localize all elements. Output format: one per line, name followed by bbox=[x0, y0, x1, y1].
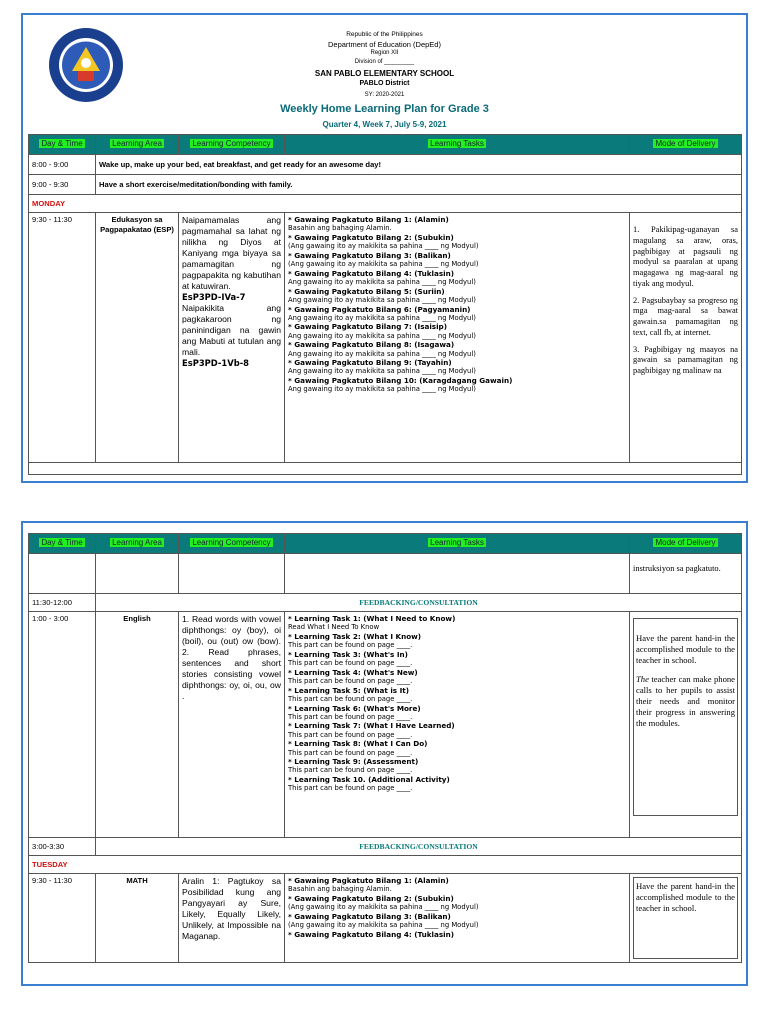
table-row bbox=[29, 554, 742, 594]
table-row bbox=[29, 856, 742, 874]
competency-code: EsP3PD-1Vb-8 bbox=[182, 357, 250, 368]
task-note: This part can be found on page ____. bbox=[288, 694, 413, 703]
school-name: SAN PABLO ELEMENTARY SCHOOL bbox=[314, 69, 455, 78]
task-title: * Gawaing Pagkatuto Bilang 2: (Subukin) bbox=[288, 893, 454, 903]
task-note: Basahin ang bahaging Alamin. bbox=[288, 885, 392, 894]
task-title: * Learning Task 4: (What's New) bbox=[288, 667, 418, 677]
school-year: SY: 2020-2021 bbox=[364, 92, 405, 98]
task-title: * Learning Task 2: (What I Know) bbox=[288, 631, 422, 641]
task-note: Read What I Need To Know bbox=[288, 623, 380, 632]
task-title: * Gawaing Pagkatuto Bilang 10: (Karagdagang Gawain) bbox=[288, 376, 513, 386]
task-note: This part can be found on page ____. bbox=[288, 766, 413, 775]
delivery-text: 3. Pagbibigay ng maayos na gawain sa pamamagitan ng pagbibigay ng malinaw na bbox=[633, 344, 738, 375]
task-note: Ang gawaing ito ay makikita sa pahina ____ ng Modyul) bbox=[288, 295, 476, 304]
column-header: Learning Tasks bbox=[430, 139, 484, 149]
table-row bbox=[29, 838, 742, 856]
region-line: Region XII bbox=[370, 50, 399, 56]
delivery-text: Have the parent hand-in the accomplished module to the teacher in school. bbox=[636, 633, 735, 665]
delivery-text: 1. Pakikipag-uganayan sa magulang sa araw, oras, pagbibigay at pagsauli ng modyul sa paaralan at upang magagawa ng mag-aaral ng tiyak ang modyul. bbox=[633, 225, 738, 288]
task-title: * Learning Task 6: (What's More) bbox=[288, 703, 421, 713]
delivery-box bbox=[633, 877, 738, 959]
feedback-label: FEEDBACKING/CONSULTATION bbox=[96, 838, 742, 856]
time-cell: 3:00-3:30 bbox=[29, 838, 96, 856]
task-note: This part can be found on page ____. bbox=[288, 641, 413, 650]
delivery-cell bbox=[630, 213, 742, 463]
task-title: * Gawaing Pagkatuto Bilang 3: (Balikan) bbox=[288, 250, 451, 260]
task-title: * Gawaing Pagkatuto Bilang 9: (Tayahin) bbox=[288, 358, 452, 368]
column-header: Learning Area bbox=[112, 139, 162, 149]
task-note: This part can be found on page ____. bbox=[288, 712, 413, 721]
column-header: Learning Competency bbox=[192, 139, 271, 149]
document-page-1 bbox=[21, 13, 748, 483]
learning-area-cell: English bbox=[96, 612, 179, 838]
page-title: Weekly Home Learning Plan for Grade 3 bbox=[280, 103, 489, 115]
task-note: Ang gawaing ito ay makikita sa pahina ____ ng Modyul) bbox=[288, 277, 476, 286]
column-header: Day & Time bbox=[41, 139, 83, 149]
time-cell: 9:30 - 11:30 bbox=[29, 213, 96, 463]
table-row bbox=[29, 213, 742, 463]
tasks-cell bbox=[285, 213, 630, 463]
task-note: Ang gawaing ito ay makikita sa pahina ____ ng Modyul) bbox=[288, 331, 476, 340]
task-note: This part can be found on page ____. bbox=[288, 748, 413, 757]
task-title: * Learning Task 3: (What's In) bbox=[288, 649, 408, 659]
task-title: * Learning Task 10. (Additional Activity) bbox=[288, 775, 450, 785]
task-title: * Gawaing Pagkatuto Bilang 1: (Alamin) bbox=[288, 215, 449, 224]
column-header: Learning Tasks bbox=[430, 538, 484, 548]
task-title: * Gawaing Pagkatuto Bilang 4: (Tuklasin) bbox=[288, 929, 455, 939]
page-subtitle: Quarter 4, Week 7, July 5-9, 2021 bbox=[322, 120, 447, 129]
column-header: Day & Time bbox=[41, 538, 83, 548]
task-note: This part can be found on page ____. bbox=[288, 784, 413, 793]
task-title: * Learning Task 7: (What I Have Learned) bbox=[288, 721, 455, 731]
task-note: Basahin ang bahaging Alamin. bbox=[288, 224, 392, 233]
time-cell: 1:00 - 3:00 bbox=[29, 612, 96, 838]
tasks-cell bbox=[285, 874, 630, 963]
delivery-cell bbox=[630, 612, 742, 838]
delivery-text: 2. Pagsubaybay sa progreso ng mga mag-aaral sa bawat gawain.sa pamamagitan ng text, call fb, at internet. bbox=[633, 295, 738, 337]
task-title: * Gawaing Pagkatuto Bilang 7: (Isaisip) bbox=[288, 322, 447, 332]
competency-cell: 1. Read words with vowel diphthongs: oy (boy), oi (boil), ou (out) ow (bow). 2. Read phrases, sentences and short stories consisting vowel diphthongs: oy, oi, ou, ow . bbox=[179, 612, 285, 838]
day-label: TUESDAY bbox=[29, 856, 742, 874]
task-note: This part can be found on page ____. bbox=[288, 730, 413, 739]
task-note: (Ang gawaing ito ay makikita sa pahina ____ ng Modyul) bbox=[288, 903, 479, 912]
activity-cell: Have a short exercise/meditation/bonding with family. bbox=[96, 175, 742, 195]
competency-text: Naipakikita ang pagkakaroon ng paninindigan na gawin ang Mabuti at tutulan ang mali. bbox=[182, 302, 281, 357]
task-note: Ang gawaing ito ay makikita sa pahina ____ ng Modyul) bbox=[288, 349, 476, 358]
task-title: * Learning Task 5: (What is It) bbox=[288, 685, 409, 695]
empty-row bbox=[29, 463, 742, 475]
table-row bbox=[29, 594, 742, 612]
delivery-emphasis: The bbox=[636, 674, 649, 684]
task-note: This part can be found on page ____. bbox=[288, 659, 413, 668]
task-note: Ang gawaing ito ay makikita sa pahina ____ ng Modyul) bbox=[288, 385, 476, 394]
task-title: * Gawaing Pagkatuto Bilang 3: (Balikan) bbox=[288, 911, 451, 921]
task-note: (Ang gawaing ito ay makikita sa pahina ____ ng Modyul) bbox=[288, 921, 479, 930]
table-row bbox=[29, 155, 742, 175]
department-line: Department of Education (DepEd) bbox=[328, 40, 441, 49]
task-note: Ang gawaing ito ay makikita sa pahina ____ ng Modyul) bbox=[288, 313, 476, 322]
delivery-text: instruksiyon sa pagkatuto. bbox=[630, 554, 742, 594]
column-header: Mode of Delivery bbox=[655, 538, 716, 548]
table-row bbox=[29, 195, 742, 213]
table-header-row bbox=[29, 534, 742, 554]
task-note: Ang gawaing ito ay makikita sa pahina ____ ng Modyul) bbox=[288, 367, 476, 376]
table-row bbox=[29, 612, 742, 838]
column-header: Mode of Delivery bbox=[655, 139, 716, 149]
document-header bbox=[23, 15, 746, 135]
task-title: * Gawaing Pagkatuto Bilang 6: (Pagyamanin) bbox=[288, 304, 471, 314]
tasks-cell bbox=[285, 612, 630, 838]
activity-cell: Wake up, make up your bed, eat breakfast, and get ready for an awesome day! bbox=[96, 155, 742, 175]
time-cell: 8:00 - 9:00 bbox=[29, 155, 96, 175]
table-row bbox=[29, 175, 742, 195]
table-row bbox=[29, 874, 742, 963]
delivery-text bbox=[636, 674, 735, 729]
task-note: (Ang gawaing ito ay makikita sa pahina ____ ng Modyul) bbox=[288, 242, 479, 251]
column-header: Learning Area bbox=[112, 538, 162, 548]
learning-area-cell: Edukasyon sa Pagpapakatao (ESP) bbox=[96, 213, 179, 463]
column-header: Learning Competency bbox=[192, 538, 271, 548]
task-title: * Gawaing Pagkatuto Bilang 5: (Suriin) bbox=[288, 286, 445, 296]
day-label: MONDAY bbox=[29, 195, 742, 213]
division-line: Division of _________ bbox=[354, 59, 415, 65]
task-title: * Learning Task 8: (What I Can Do) bbox=[288, 739, 428, 749]
competency-cell: Aralin 1: Pagtukoy sa Posibilidad kung ang Pangyayari ay Sure, Likely, Equally Likely, Unlikely, at Impossible na Maganap. bbox=[179, 874, 285, 963]
task-title: * Learning Task 9: (Assessment) bbox=[288, 757, 419, 767]
delivery-cell bbox=[630, 874, 742, 963]
republic-line: Republic of the Philippines bbox=[346, 31, 423, 38]
feedback-label: FEEDBACKING/CONSULTATION bbox=[96, 594, 742, 612]
document-page-2 bbox=[21, 521, 748, 986]
delivery-text-rest: teacher can make phone calls to her pupils to assist their needs and monitor their progress in answering the modules. bbox=[636, 674, 735, 728]
time-cell: 11:30-12:00 bbox=[29, 594, 96, 612]
learning-plan-table bbox=[28, 134, 742, 475]
learning-plan-table-continued bbox=[28, 533, 742, 963]
learning-area-cell: MATH bbox=[96, 874, 179, 963]
time-cell: 9:00 - 9:30 bbox=[29, 175, 96, 195]
time-cell: 9:30 - 11:30 bbox=[29, 874, 96, 963]
task-title: * Gawaing Pagkatuto Bilang 1: (Alamin) bbox=[288, 876, 449, 885]
competency-text: Naipamamalas ang pagmamahal sa lahat ng nilikha ng Diyos at Kaniyang mga biyaya sa pamamagitan ng pagpapakita ng kabutihan at katuwiran. bbox=[182, 215, 281, 291]
task-title: * Gawaing Pagkatuto Bilang 8: (Isagawa) bbox=[288, 340, 455, 350]
task-title: * Learning Task 1: (What I Need to Know) bbox=[288, 614, 456, 623]
competency-cell bbox=[179, 213, 285, 463]
district-line: PABLO District bbox=[359, 80, 410, 87]
competency-code: EsP3PD-IVa-7 bbox=[182, 292, 246, 302]
task-note: This part can be found on page ____. bbox=[288, 676, 413, 685]
delivery-box bbox=[633, 618, 738, 816]
table-row bbox=[29, 463, 742, 475]
delivery-text: Have the parent hand-in the accomplished module to the teacher in school. bbox=[636, 881, 735, 913]
table-header-row bbox=[29, 135, 742, 155]
task-title: * Gawaing Pagkatuto Bilang 4: (Tuklasin) bbox=[288, 268, 455, 278]
task-note: (Ang gawaing ito ay makikita sa pahina ____ ng Modyul) bbox=[288, 260, 479, 269]
task-title: * Gawaing Pagkatuto Bilang 2: (Subukin) bbox=[288, 232, 454, 242]
